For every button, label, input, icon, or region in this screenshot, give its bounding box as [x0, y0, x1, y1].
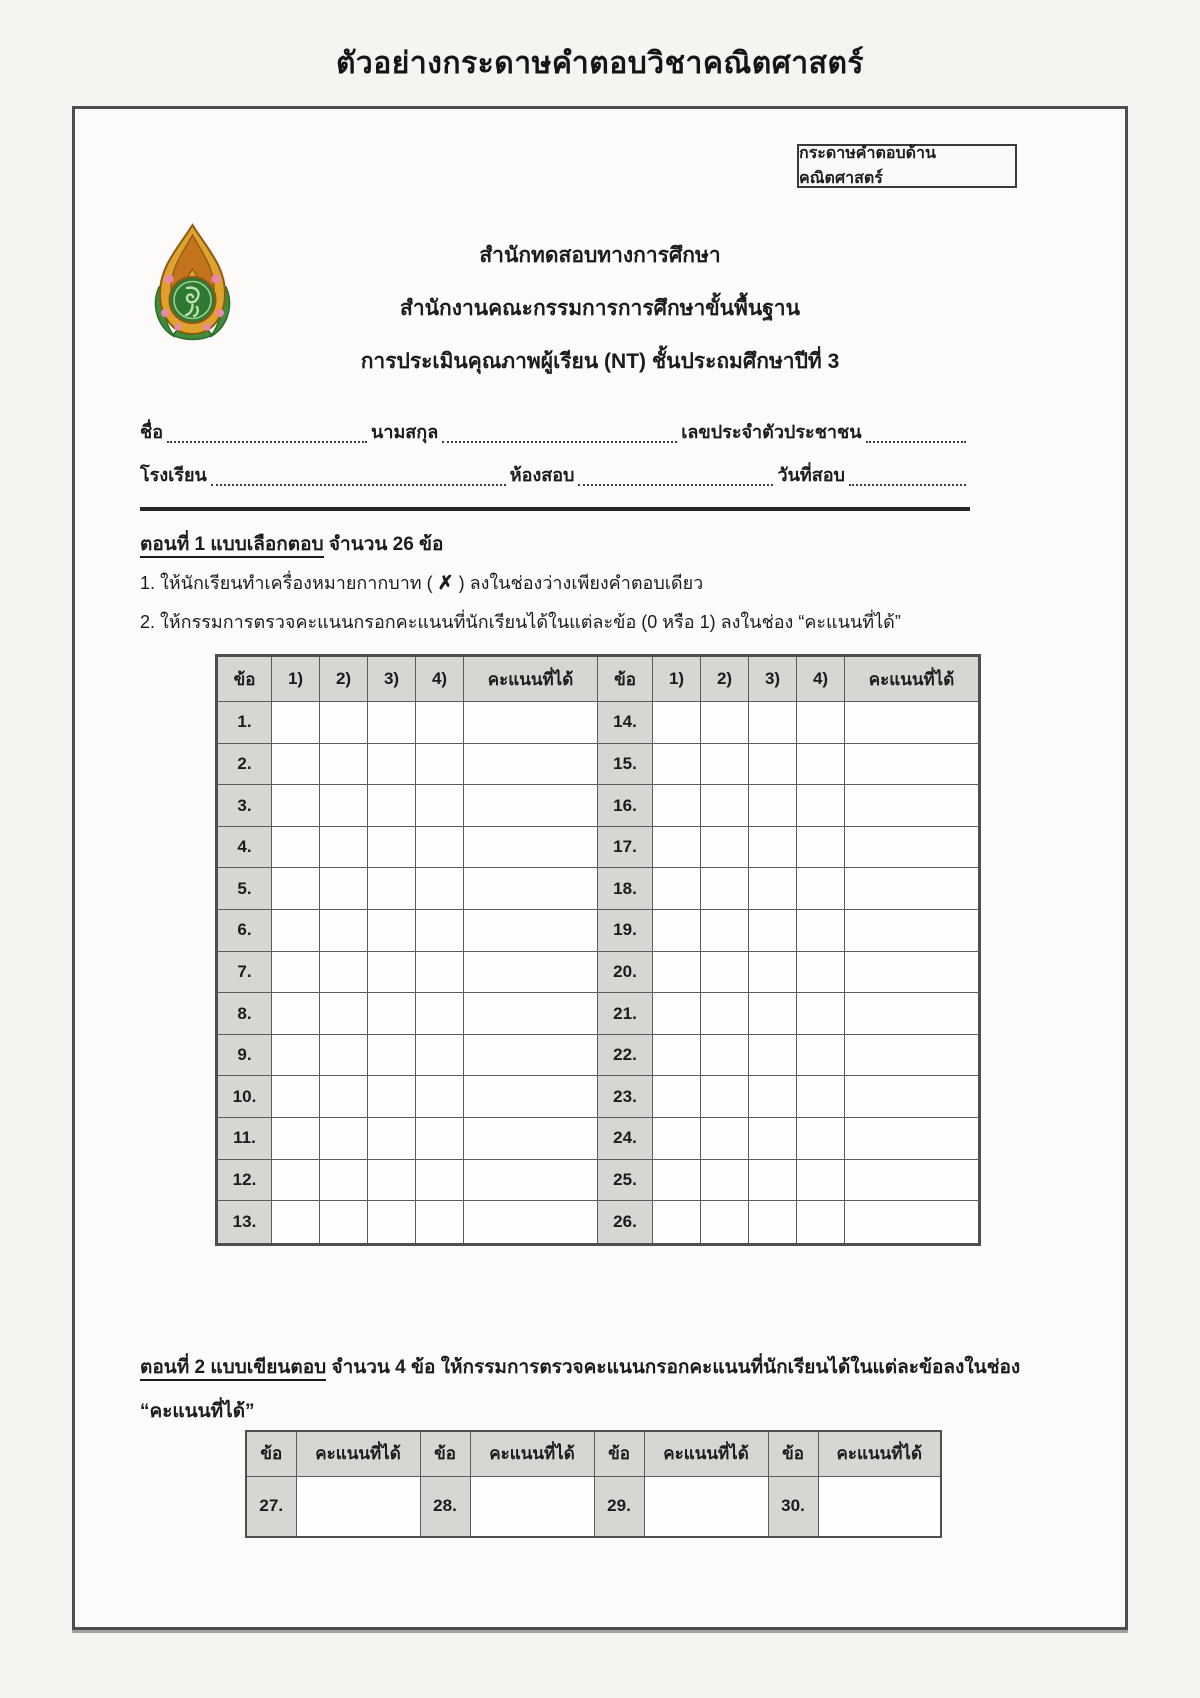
answer-cell[interactable]: [797, 1201, 845, 1245]
column-header: 3): [368, 656, 416, 702]
answer-cell[interactable]: [272, 785, 320, 827]
answer-cell[interactable]: [368, 743, 416, 785]
citizen-id-label: เลขประจำตัวประชาชน: [681, 422, 862, 442]
score-cell[interactable]: [845, 1118, 980, 1160]
answer-cell[interactable]: [797, 1118, 845, 1160]
answer-cell[interactable]: [653, 1034, 701, 1076]
answer-cell[interactable]: [797, 868, 845, 910]
table-header-row: [246, 1431, 941, 1476]
item-number: 9.: [217, 1034, 272, 1076]
score-cell[interactable]: [464, 1034, 598, 1076]
column-header: คะแนนที่ได้: [470, 1431, 594, 1476]
answer-cell[interactable]: [416, 951, 464, 993]
column-header: คะแนนที่ได้: [644, 1431, 768, 1476]
answer-cell[interactable]: [749, 951, 797, 993]
section2-quote: “คะแนนที่ได้”: [140, 1401, 255, 1422]
answer-cell[interactable]: [749, 826, 797, 868]
score-cell[interactable]: [464, 702, 598, 744]
answer-cell[interactable]: [368, 868, 416, 910]
item-number: 18.: [598, 868, 653, 910]
score-cell[interactable]: [464, 826, 598, 868]
item-number: 20.: [598, 951, 653, 993]
answer-cell[interactable]: [797, 1159, 845, 1201]
exam-title: การประเมินคุณภาพผู้เรียน (NT) ชั้นประถมศึกษาปีที่ 3: [360, 350, 840, 373]
answer-cell[interactable]: [653, 951, 701, 993]
column-header: ข้อ: [768, 1431, 818, 1476]
score-cell[interactable]: [845, 785, 980, 827]
item-number: 3.: [217, 785, 272, 827]
answer-cell[interactable]: [368, 702, 416, 744]
score-cell[interactable]: [845, 993, 980, 1035]
exam-room-blank[interactable]: [578, 468, 773, 486]
answer-cell[interactable]: [653, 1201, 701, 1245]
answer-cell[interactable]: [368, 1201, 416, 1245]
answer-sheet: [72, 106, 1128, 1630]
item-number: 10.: [217, 1076, 272, 1118]
answer-cell[interactable]: [749, 1118, 797, 1160]
answer-cell[interactable]: [416, 743, 464, 785]
answer-cell[interactable]: [368, 993, 416, 1035]
answer-cell[interactable]: [320, 785, 368, 827]
answer-row: [217, 1118, 980, 1160]
answer-cell[interactable]: [272, 1201, 320, 1245]
item-number: 19.: [598, 910, 653, 952]
answer-cell[interactable]: [272, 702, 320, 744]
answer-cell[interactable]: [701, 1118, 749, 1160]
surname-label: นามสกุล: [371, 422, 439, 442]
name-label: ชื่อ: [140, 422, 164, 442]
answer-cell[interactable]: [653, 910, 701, 952]
score-cell[interactable]: [818, 1476, 941, 1537]
item-number: 6.: [217, 910, 272, 952]
score-cell[interactable]: [845, 868, 980, 910]
answer-cell[interactable]: [272, 743, 320, 785]
answer-row: [217, 1201, 980, 1245]
answer-row: [217, 743, 980, 785]
score-cell[interactable]: [464, 910, 598, 952]
answer-cell[interactable]: [320, 1118, 368, 1160]
score-cell[interactable]: [845, 1076, 980, 1118]
item-number: 25.: [598, 1159, 653, 1201]
item-number: 23.: [598, 1076, 653, 1118]
answer-cell[interactable]: [653, 1118, 701, 1160]
score-cell[interactable]: [464, 743, 598, 785]
answer-cell[interactable]: [368, 785, 416, 827]
subject-label: กระดาษคำตอบด้านคณิตศาสตร์: [799, 145, 936, 187]
score-cell[interactable]: [845, 1034, 980, 1076]
answer-cell[interactable]: [653, 826, 701, 868]
item-number: 29.: [594, 1476, 644, 1537]
citizen-id-blank[interactable]: [866, 425, 966, 443]
answer-cell[interactable]: [749, 1076, 797, 1118]
section1-title: ตอนที่ 1 แบบเลือกตอบ: [140, 534, 324, 558]
answer-cell[interactable]: [749, 702, 797, 744]
score-cell[interactable]: [845, 1201, 980, 1245]
score-cell[interactable]: [464, 951, 598, 993]
answer-cell[interactable]: [653, 743, 701, 785]
answer-cell[interactable]: [416, 868, 464, 910]
answer-row: [217, 785, 980, 827]
item-number: 4.: [217, 826, 272, 868]
score-cell[interactable]: [464, 1076, 598, 1118]
answer-cell[interactable]: [416, 1118, 464, 1160]
column-header: คะแนนที่ได้: [296, 1431, 420, 1476]
answer-cell[interactable]: [701, 826, 749, 868]
table-header-row: [217, 656, 980, 702]
answer-cell[interactable]: [320, 826, 368, 868]
section2-written-table: [245, 1430, 942, 1538]
answer-cell[interactable]: [653, 1159, 701, 1201]
answer-row: [217, 993, 980, 1035]
column-header: ข้อ: [246, 1431, 296, 1476]
answer-cell[interactable]: [416, 702, 464, 744]
column-header: 4): [797, 656, 845, 702]
answer-cell[interactable]: [701, 1034, 749, 1076]
answer-cell[interactable]: [797, 785, 845, 827]
item-number: 14.: [598, 702, 653, 744]
answer-cell[interactable]: [368, 1118, 416, 1160]
answer-cell[interactable]: [272, 1034, 320, 1076]
answer-row: [217, 951, 980, 993]
item-number: 30.: [768, 1476, 818, 1537]
answer-row: [217, 1034, 980, 1076]
score-cell[interactable]: [464, 785, 598, 827]
answer-cell[interactable]: [368, 826, 416, 868]
answer-cell[interactable]: [701, 1201, 749, 1245]
column-header: คะแนนที่ได้: [845, 656, 980, 702]
answer-cell[interactable]: [368, 951, 416, 993]
answer-row: [217, 1076, 980, 1118]
column-header: ข้อ: [594, 1431, 644, 1476]
exam-date-blank[interactable]: [849, 468, 966, 486]
column-header: 1): [272, 656, 320, 702]
answer-cell[interactable]: [653, 868, 701, 910]
answer-cell[interactable]: [701, 743, 749, 785]
answer-cell[interactable]: [320, 743, 368, 785]
answer-cell[interactable]: [701, 1076, 749, 1118]
answer-cell[interactable]: [320, 702, 368, 744]
answer-cell[interactable]: [272, 951, 320, 993]
answer-row: [217, 868, 980, 910]
answer-cell[interactable]: [272, 826, 320, 868]
answer-cell[interactable]: [320, 1159, 368, 1201]
answer-cell[interactable]: [653, 785, 701, 827]
answer-cell[interactable]: [320, 1034, 368, 1076]
score-cell[interactable]: [464, 868, 598, 910]
column-header: คะแนนที่ได้: [818, 1431, 941, 1476]
answer-cell[interactable]: [701, 702, 749, 744]
item-number: 22.: [598, 1034, 653, 1076]
answer-cell[interactable]: [749, 1034, 797, 1076]
score-cell[interactable]: [845, 1159, 980, 1201]
score-cell[interactable]: [845, 702, 980, 744]
section2-heading: [140, 1352, 1100, 1382]
answer-cell[interactable]: [320, 993, 368, 1035]
score-cell[interactable]: [845, 951, 980, 993]
answer-cell[interactable]: [701, 910, 749, 952]
answer-cell[interactable]: [797, 1034, 845, 1076]
item-number: 21.: [598, 993, 653, 1035]
column-header: 2): [701, 656, 749, 702]
answer-row: [217, 910, 980, 952]
score-cell[interactable]: [296, 1476, 420, 1537]
answer-cell[interactable]: [797, 743, 845, 785]
score-cell[interactable]: [845, 826, 980, 868]
answer-cell[interactable]: [653, 702, 701, 744]
answer-cell[interactable]: [749, 785, 797, 827]
answer-cell[interactable]: [749, 1159, 797, 1201]
answer-cell[interactable]: [320, 910, 368, 952]
answer-cell[interactable]: [368, 910, 416, 952]
score-cell[interactable]: [470, 1476, 594, 1537]
answer-cell[interactable]: [701, 993, 749, 1035]
instruction-1-text-end: ) ลงในช่องว่างเพียงคำตอบเดียว: [453, 573, 704, 593]
answer-cell[interactable]: [797, 910, 845, 952]
column-header: 3): [749, 656, 797, 702]
name-blank[interactable]: [167, 425, 367, 443]
answer-cell[interactable]: [701, 951, 749, 993]
item-number: 7.: [217, 951, 272, 993]
form-row-school: [140, 464, 970, 486]
answer-cell[interactable]: [797, 1076, 845, 1118]
score-cell[interactable]: [845, 910, 980, 952]
answer-cell[interactable]: [320, 1076, 368, 1118]
answer-cell[interactable]: [368, 1159, 416, 1201]
item-number: 12.: [217, 1159, 272, 1201]
column-header: 1): [653, 656, 701, 702]
item-number: 8.: [217, 993, 272, 1035]
answer-cell[interactable]: [416, 1076, 464, 1118]
answer-cell[interactable]: [797, 993, 845, 1035]
item-number: 16.: [598, 785, 653, 827]
answer-cell[interactable]: [416, 1201, 464, 1245]
answer-cell[interactable]: [272, 868, 320, 910]
item-number: 15.: [598, 743, 653, 785]
answer-cell[interactable]: [368, 1034, 416, 1076]
answer-cell[interactable]: [416, 785, 464, 827]
answer-cell[interactable]: [416, 826, 464, 868]
org-line-1: สำนักทดสอบทางการศึกษา: [479, 244, 721, 267]
score-cell[interactable]: [464, 993, 598, 1035]
answer-cell[interactable]: [797, 826, 845, 868]
section1-answers-table: [215, 654, 981, 1246]
answer-row: [246, 1476, 941, 1537]
answer-cell[interactable]: [416, 910, 464, 952]
item-number: 11.: [217, 1118, 272, 1160]
answer-cell[interactable]: [272, 1076, 320, 1118]
score-cell[interactable]: [644, 1476, 768, 1537]
answer-cell[interactable]: [749, 743, 797, 785]
cross-mark-icon: ✗: [437, 573, 454, 594]
answer-cell[interactable]: [653, 993, 701, 1035]
answer-cell[interactable]: [653, 1076, 701, 1118]
answer-row: [217, 826, 980, 868]
answer-cell[interactable]: [272, 910, 320, 952]
answer-cell[interactable]: [416, 1159, 464, 1201]
answer-cell[interactable]: [368, 1076, 416, 1118]
answer-row: [217, 702, 980, 744]
org-line-2: สำนักงานคณะกรรมการการศึกษาขั้นพื้นฐาน: [400, 297, 800, 320]
answer-cell[interactable]: [701, 868, 749, 910]
answer-cell[interactable]: [320, 951, 368, 993]
item-number: 1.: [217, 702, 272, 744]
item-number: 17.: [598, 826, 653, 868]
instruction-1: [140, 568, 703, 597]
answer-row: [217, 1159, 980, 1201]
surname-blank[interactable]: [442, 425, 677, 443]
answer-cell[interactable]: [749, 868, 797, 910]
score-cell[interactable]: [464, 1118, 598, 1160]
item-number: 2.: [217, 743, 272, 785]
section1-title-suffix: จำนวน 26 ข้อ: [323, 534, 444, 555]
answer-cell[interactable]: [749, 910, 797, 952]
score-cell[interactable]: [464, 1159, 598, 1201]
answer-cell[interactable]: [701, 1159, 749, 1201]
section1-heading: [140, 529, 443, 559]
answer-cell[interactable]: [701, 785, 749, 827]
exam-room-label: ห้องสอบ: [509, 465, 575, 485]
column-header: ข้อ: [420, 1431, 470, 1476]
header-divider: [140, 507, 970, 511]
instruction-1-text: 1. ให้นักเรียนทำเครื่องหมายกากบาท (: [140, 573, 438, 593]
exam-date-label: วันที่สอบ: [777, 465, 845, 485]
answer-cell[interactable]: [272, 993, 320, 1035]
section2-title-suffix: จำนวน 4 ข้อ ให้กรรมการตรวจคะแนนกรอกคะแนนที่นักเรียนได้ในแต่ละข้อลงในช่อง: [326, 1357, 1021, 1378]
item-number: 27.: [246, 1476, 296, 1537]
school-blank[interactable]: [211, 468, 506, 486]
section2-title: ตอนที่ 2 แบบเขียนตอบ: [140, 1357, 326, 1381]
answer-cell[interactable]: [749, 1201, 797, 1245]
score-cell[interactable]: [845, 743, 980, 785]
item-number: 13.: [217, 1201, 272, 1245]
school-label: โรงเรียน: [140, 465, 207, 485]
answer-cell[interactable]: [320, 1201, 368, 1245]
column-header: คะแนนที่ได้: [464, 656, 598, 702]
subject-label-box: [797, 144, 1017, 188]
item-number: 5.: [217, 868, 272, 910]
answer-cell[interactable]: [416, 1034, 464, 1076]
answer-cell[interactable]: [416, 993, 464, 1035]
column-header: 4): [416, 656, 464, 702]
column-header: ข้อ: [217, 656, 272, 702]
answer-cell[interactable]: [320, 868, 368, 910]
answer-cell[interactable]: [797, 702, 845, 744]
answer-cell[interactable]: [272, 1118, 320, 1160]
item-number: 26.: [598, 1201, 653, 1245]
answer-cell[interactable]: [272, 1159, 320, 1201]
answer-cell[interactable]: [797, 951, 845, 993]
form-row-identity: [140, 421, 970, 443]
page-title: ตัวอย่างกระดาษคำตอบวิชาคณิตศาสตร์: [335, 47, 865, 80]
instruction-2: 2. ให้กรรมการตรวจคะแนนกรอกคะแนนที่นักเรียนได้ในแต่ละข้อ (0 หรือ 1) ลงในช่อง “คะแนนที่ได้”: [140, 612, 901, 632]
item-number: 28.: [420, 1476, 470, 1537]
score-cell[interactable]: [464, 1201, 598, 1245]
answer-cell[interactable]: [749, 993, 797, 1035]
column-header: ข้อ: [598, 656, 653, 702]
column-header: 2): [320, 656, 368, 702]
item-number: 24.: [598, 1118, 653, 1160]
